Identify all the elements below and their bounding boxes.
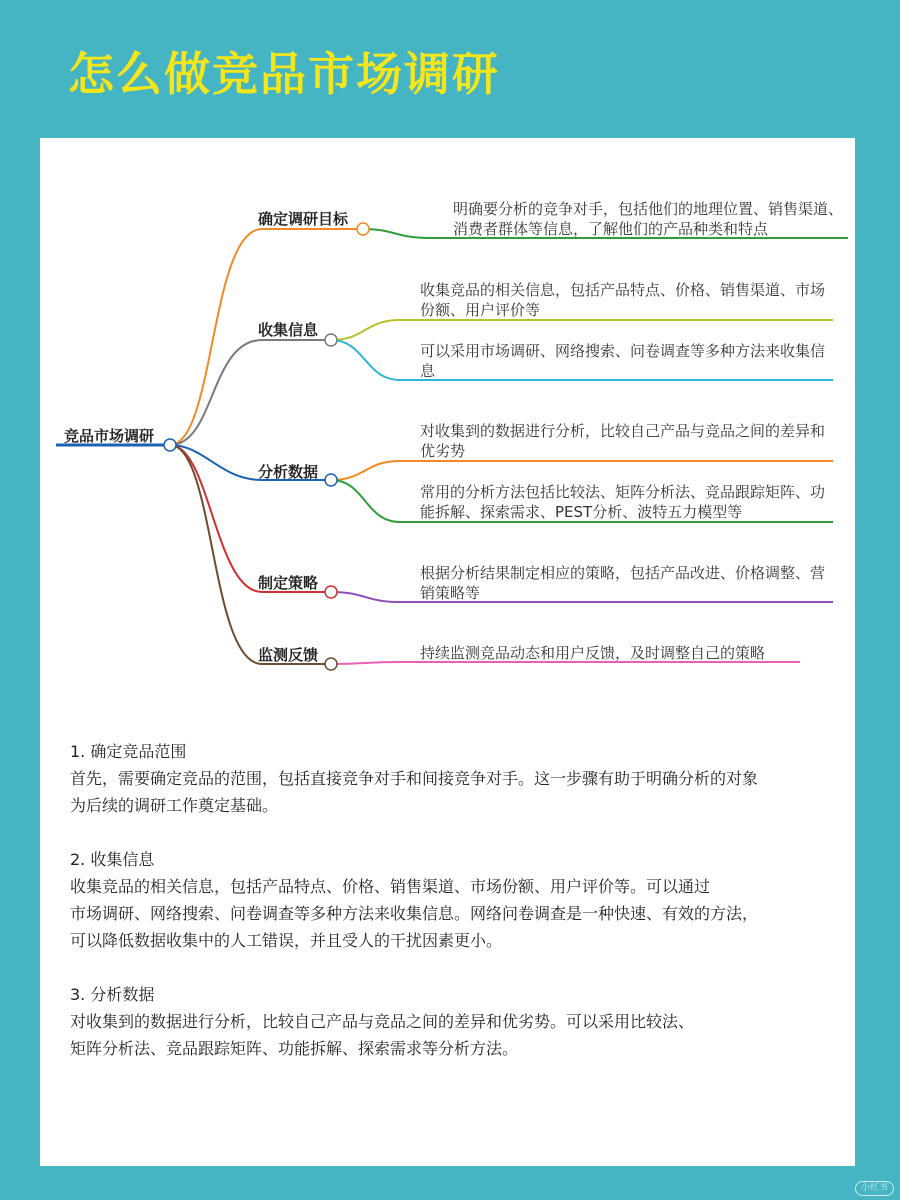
- content-card: [40, 138, 855, 1166]
- section-heading: 1. 确定竞品范围: [70, 742, 187, 761]
- section-body: 收集竞品的相关信息，包括产品特点、价格、销售渠道、市场份额、用户评价等。可以通过 市场调研、网络搜索、问卷调查等多种方法来收集信息。网络问卷调查是一种快速、有效的方法， 可以降低数据收集中的人工错误，并且受人的干扰因素更小。: [70, 877, 759, 950]
- leaf-text: 收集竞品的相关信息，包括产品特点、价格、销售渠道、市场份额、用户评价等: [420, 281, 826, 319]
- section-heading: 2. 收集信息: [70, 850, 155, 869]
- leaf-text: 可以采用市场调研、网络搜索、问卷调查等多种方法来收集信息: [420, 342, 826, 380]
- branch-label: 监测反馈: [258, 646, 319, 664]
- leaf-text: 持续监测竞品动态和用户反馈，及时调整自己的策略: [420, 644, 766, 662]
- leaf-text: 根据分析结果制定相应的策略，包括产品改进、价格调整、营销策略等: [420, 564, 826, 602]
- branch-label: 收集信息: [258, 321, 319, 339]
- leaf-text: 明确要分析的竞争对手，包括他们的地理位置、销售渠道、消费者群体等信息，了解他们的产品种类和特点: [453, 200, 844, 238]
- section-body: 首先，需要确定竞品的范围，包括直接竞争对手和间接竞争对手。这一步骤有助于明确分析的对象 为后续的调研工作奠定基础。: [70, 769, 759, 815]
- branch-label: 分析数据: [258, 463, 319, 481]
- leaf-text: 对收集到的数据进行分析，比较自己产品与竞品之间的差异和优劣势: [420, 422, 826, 460]
- page-title: 怎么做竞品市场调研: [68, 47, 500, 101]
- leaf-text: 常用的分析方法包括比较法、矩阵分析法、竞品跟踪矩阵、功能拆解、探索需求、PEST分析、波特五力模型等: [420, 483, 826, 521]
- article-section: [70, 981, 860, 1062]
- branch-label: 制定策略: [258, 574, 319, 592]
- section-body: 对收集到的数据进行分析，比较自己产品与竞品之间的差异和优劣势。可以采用比较法、 矩阵分析法、竞品跟踪矩阵、功能拆解、探索需求等分析方法。: [70, 1012, 695, 1058]
- mindmap-root: 竞品市场调研: [64, 427, 155, 445]
- section-heading: 3. 分析数据: [70, 985, 155, 1004]
- article-section: [70, 846, 860, 954]
- article-body: [70, 738, 860, 1089]
- watermark-logo: 小红书: [855, 1181, 894, 1196]
- branch-label: 确定调研目标: [258, 210, 349, 228]
- article-section: [70, 738, 860, 819]
